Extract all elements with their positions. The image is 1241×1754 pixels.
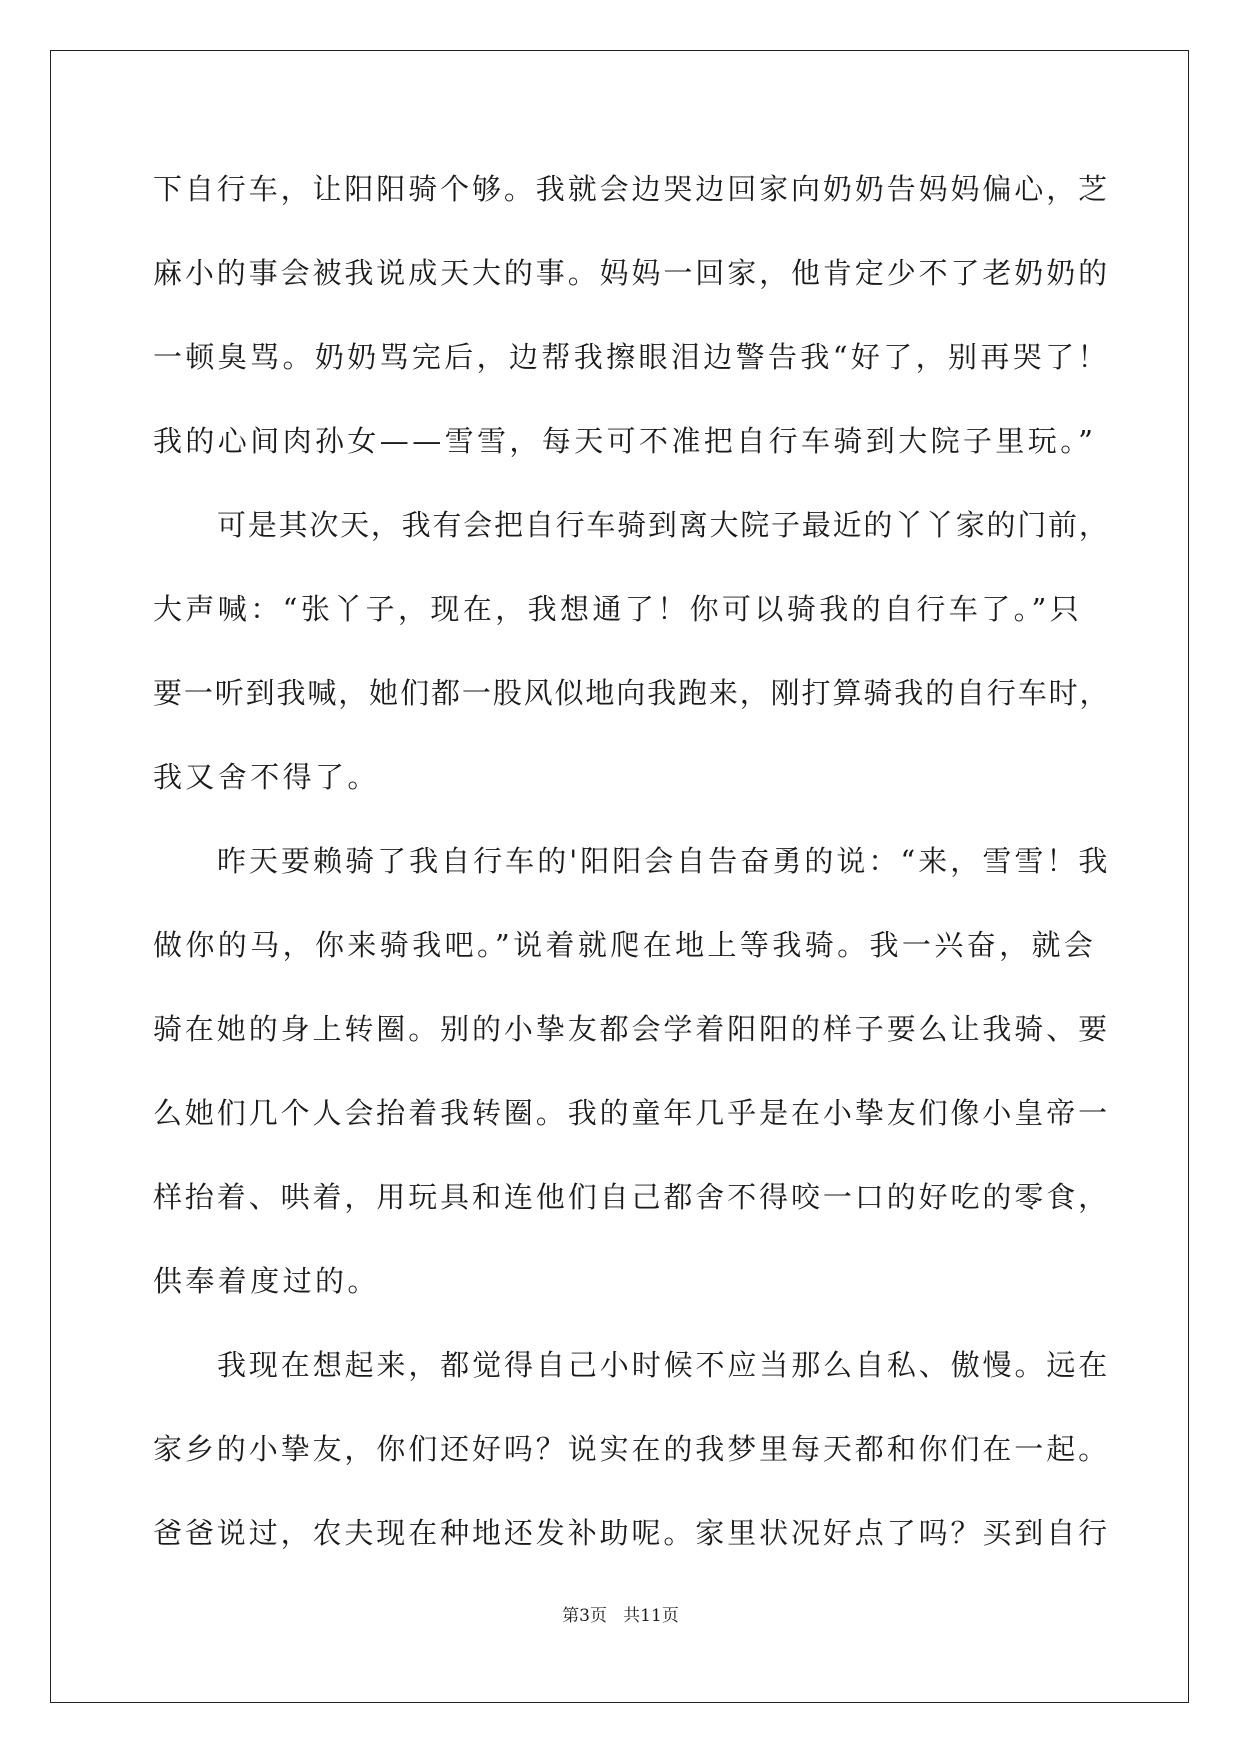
text-line: 么她们几个人会抬着我转圈。我的童年几乎是在小挚友们像小皇帝一 (153, 1096, 1111, 1130)
text-line: 我的心间肉孙女——雪雪，每天可不准把自行车骑到大院子里玩。” (153, 424, 1097, 458)
paragraph-start-line: 我现在想起来，都觉得自己小时候不应当那么自私、傲慢。远在 (217, 1348, 1111, 1382)
text-line: 下自行车，让阳阳骑个够。我就会边哭边回家向奶奶告妈妈偏心，芝 (153, 172, 1111, 206)
page-number-footer: 第3页 共11页 (562, 1606, 679, 1626)
text-line: 我又舍不得了。 (153, 760, 380, 794)
text-line: 麻小的事会被我说成天大的事。妈妈一回家，他肯定少不了老奶奶的 (153, 256, 1111, 290)
paragraph-start-line: 可是其次天，我有会把自行车骑到离大院子最近的丫丫家的门前， (217, 508, 1110, 542)
paragraph-start-line: 昨天要赖骑了我自行车的'阳阳会自告奋勇的说：“来，雪雪！我 (217, 844, 1111, 878)
text-line: 做你的马，你来骑我吧。”说着就爬在地上等我骑。我一兴奋，就会 (153, 928, 1097, 962)
text-line: 大声喊：“张丫子，现在，我想通了！你可以骑我的自行车了。”只 (153, 592, 1083, 626)
text-line: 骑在她的身上转圈。别的小挚友都会学着阳阳的样子要么让我骑、要 (153, 1012, 1111, 1046)
text-line: 爸爸说过，农夫现在种地还发补助呢。家里状况好点了吗？买到自行 (153, 1516, 1111, 1550)
text-line: 家乡的小挚友，你们还好吗？说实在的我梦里每天都和你们在一起。 (153, 1432, 1111, 1466)
text-line: 一顿臭骂。奶奶骂完后，边帮我擦眼泪边警告我“好了，别再哭了！ (153, 340, 1110, 374)
text-line: 样抬着、哄着，用玩具和连他们自己都舍不得咬一口的好吃的零食， (153, 1180, 1111, 1214)
text-line: 供奉着度过的。 (153, 1264, 380, 1298)
text-line: 要一听到我喊，她们都一股风似地向我跑来，刚打算骑我的自行车时， (153, 676, 1111, 710)
